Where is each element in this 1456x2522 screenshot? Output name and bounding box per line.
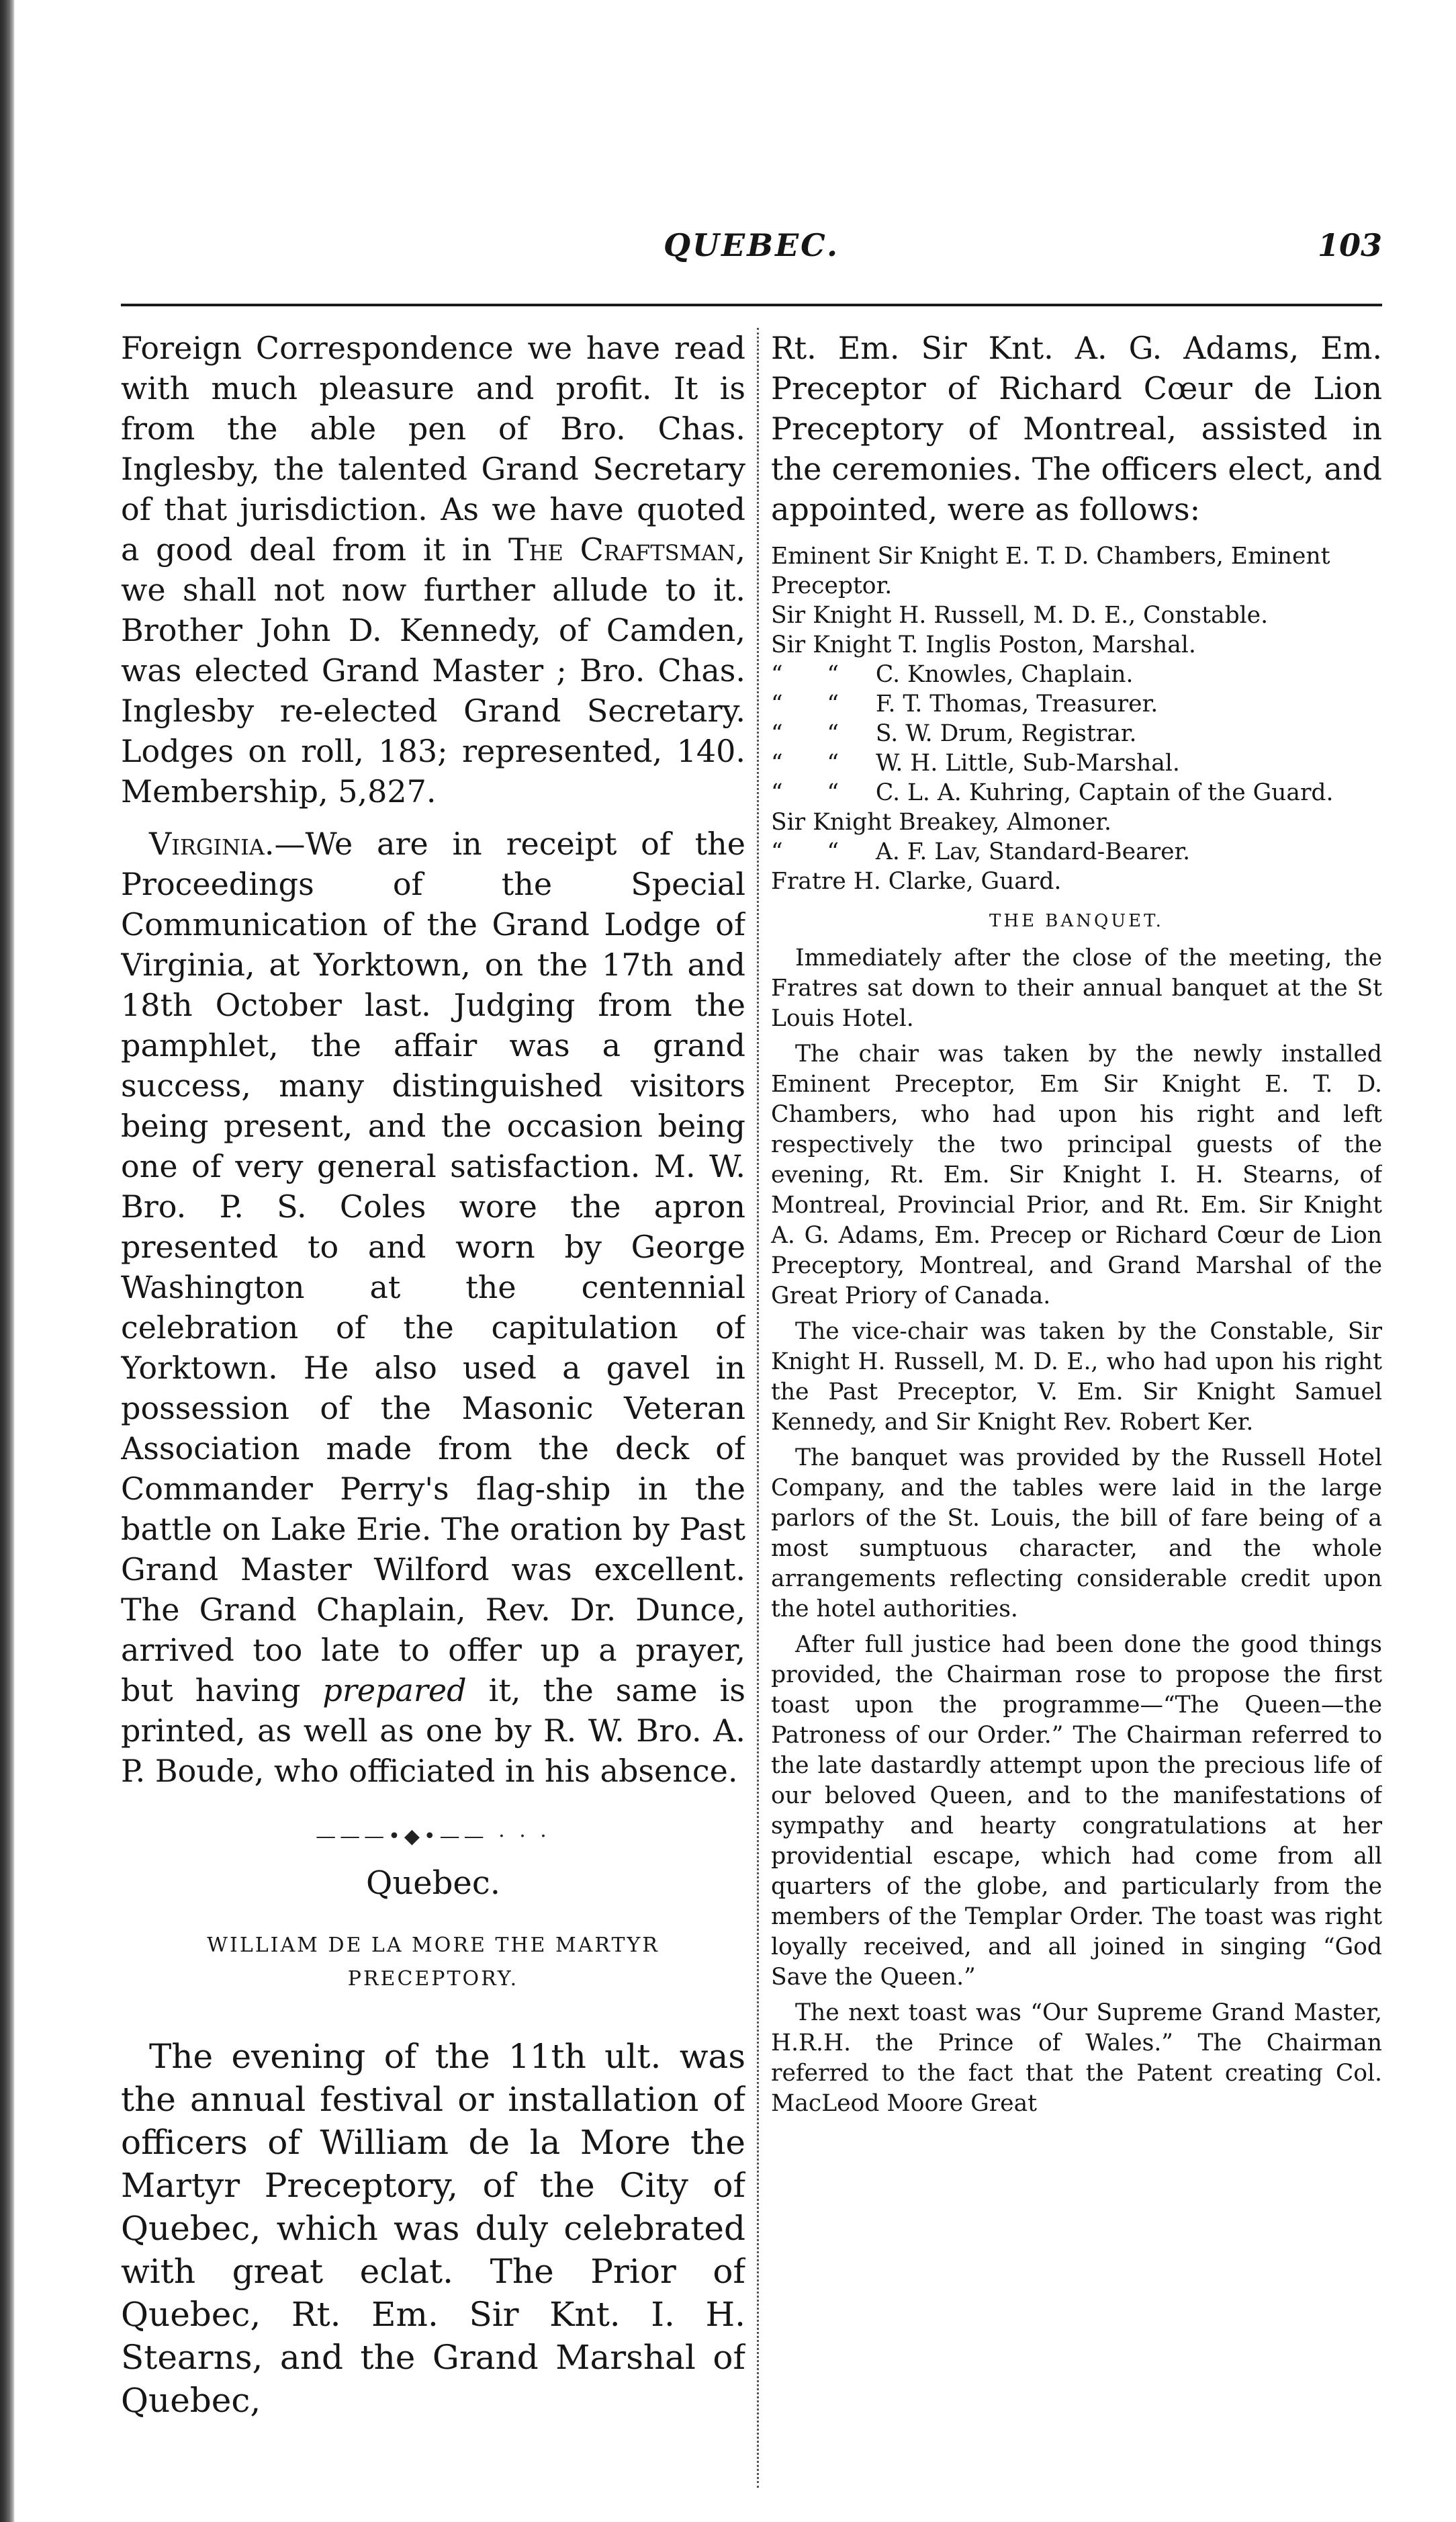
text-run: it, the same is printed, as well as one by R. W. Bro. A. P. Boude, who officiated in his absence. <box>121 1672 745 1789</box>
text-run: , we shall not now further allude to it. Brother John D. Kennedy, of Camden, was elected Grand Master ; Bro. Chas. Inglesby re-elected Grand Secretary. Lodges on roll, 183; represented, 140. Membership, 5,827. <box>121 531 745 810</box>
officer-line: Eminent Sir Knight E. T. D. Chambers, Eminent Preceptor. <box>771 543 1338 599</box>
officer-line: “ “ S. W. Drum, Registrar. <box>771 720 1137 747</box>
text-run: Virginia. <box>149 826 275 862</box>
officer-line: Sir Knight Breakey, Almoner. <box>771 809 1112 836</box>
section-subheading: WILLIAM DE LA MORE THE MARTYR PRECEPTORY. <box>207 1933 659 1991</box>
right-column <box>771 328 1382 2488</box>
officer-line: “ “ A. F. Lav, Standard-Bearer. <box>771 838 1191 865</box>
officer-line: “ “ W. H. Little, Sub-Marshal. <box>771 750 1180 777</box>
officer-line: “ “ F. T. Thomas, Treasurer. <box>771 691 1158 718</box>
paragraph-foreign-correspondence <box>121 328 745 812</box>
paragraph-full-justice: After full justice had been done the good things provided, the Chairman rose to propose the first toast upon the programme—“The Queen—the Patroness of our Order.” The Chairman referred to the late dastardly attempt upon the precious life of our beloved Queen, and to the manifestations of sympathy and hearty congratulations at her providential escape, which had come from all quarters of the globe, and particularly from the members of the Templar Order. The toast was right loyally received, and all joined in singing “God Save the Queen.” <box>771 1631 1382 1991</box>
left-column <box>121 328 745 2488</box>
paragraph-banquet-provided: The banquet was provided by the Russell Hotel Company, and the tables were laid in the large parlors of the St. Louis, the bill of fare being of a most sumptuous character, and the whole arrangements reflecting considerable credit upon the hotel authorities. <box>771 1444 1382 1622</box>
text-run: Foreign Correspondence we have read with much pleasure and profit. It is from the able pen of Bro. Chas. Inglesby, the talented Grand Secretary of that jurisdiction. As we have quoted a good deal from it in <box>121 330 745 568</box>
paragraph-adams: Rt. Em. Sir Knt. A. G. Adams, Em. Preceptor of Richard Cœur de Lion Preceptory of Montreal, assisted in the ceremonies. The officers elect, and appointed, were as follows: <box>771 330 1382 527</box>
paragraph-evening: The evening of the 11th ult. was the annual festival or installation of officers of William de la More the Martyr Preceptory, of the City of Quebec, which was duly celebrated with great eclat. The Prior of Quebec, Rt. Em. Sir Knt. I. H. Stearns, and the Grand Marshal of Quebec, <box>121 2037 745 2420</box>
officers-list <box>771 541 1382 896</box>
paragraph-next-toast: The next toast was “Our Supreme Grand Master, H.R.H. the Prince of Wales.” The Chairman referred to the fact that the Patent creating Col. MacLeod Moore Great <box>771 1999 1382 2117</box>
paragraph-vice-chair: The vice-chair was taken by the Constable, Sir Knight H. Russell, M. D. E., who had upon his right the Past Preceptor, V. Em. Sir Knight Samuel Kennedy, and Sir Knight Rev. Robert Ker. <box>771 1318 1382 1436</box>
section-ornament: ———•◆•—— · · · <box>316 1825 551 1848</box>
book-binding-edge <box>0 0 15 2522</box>
running-title: QUEBEC. <box>663 227 839 263</box>
officer-line: Fratre H. Clarke, Guard. <box>771 868 1062 895</box>
officer-line: Sir Knight H. Russell, M. D. E., Constable. <box>771 602 1269 629</box>
officer-line: Sir Knight T. Inglis Poston, Marshal. <box>771 632 1196 658</box>
officer-line: “ “ C. Knowles, Chaplain. <box>771 661 1134 688</box>
banquet-heading: THE BANQUET. <box>989 911 1164 931</box>
section-title: Quebec. <box>366 1864 500 1902</box>
text-run: prepared <box>322 1672 467 1708</box>
page-number: 103 <box>1317 227 1382 263</box>
paragraph-virginia <box>121 824 745 1791</box>
text-run: The Craftsman <box>508 531 736 568</box>
paragraph-immediately: Immediately after the close of the meeting, the Fratres sat down to their annual banquet at the St Louis Hotel. <box>771 945 1382 1032</box>
text-run: —We are in receipt of the Proceedings of the Special Communication of the Grand Lodge of Virginia, at Yorktown, on the 17th and 18th October last. Judging from the pamphlet, the affair was a grand success, many distinguished visitors being present, and the occasion being one of very general satisfaction. M. W. Bro. P. S. Coles wore the apron presented to and worn by George Washington at the centennial celebration of the capitulation of Yorktown. He also used a gavel in possession of the Masonic Veteran Association made from the deck of Commander Perry's flag-ship in the battle on Lake Erie. The oration by Past Grand Master Wilford was excellent. The Grand Chaplain, Rev. Dr. Dunce, arrived too late to offer up a prayer, but having <box>121 826 745 1708</box>
officer-line: “ “ C. L. A. Kuhring, Captain of the Guard. <box>771 779 1334 806</box>
column-divider <box>757 328 759 2488</box>
paragraph-chair: The chair was taken by the newly installed Eminent Preceptor, Em Sir Knight E. T. D. Chambers, who had upon his right and left respectively the two principal guests of the evening, Rt. Em. Sir Knight I. H. Stearns, of Montreal, Provincial Prior, and Rt. Em. Sir Knight A. G. Adams, Em. Precep or Richard Cœur de Lion Preceptory, Montreal, and Grand Marshal of the Great Priory of Canada. <box>771 1041 1382 1309</box>
page-header <box>121 227 1382 281</box>
header-rule <box>121 304 1382 306</box>
